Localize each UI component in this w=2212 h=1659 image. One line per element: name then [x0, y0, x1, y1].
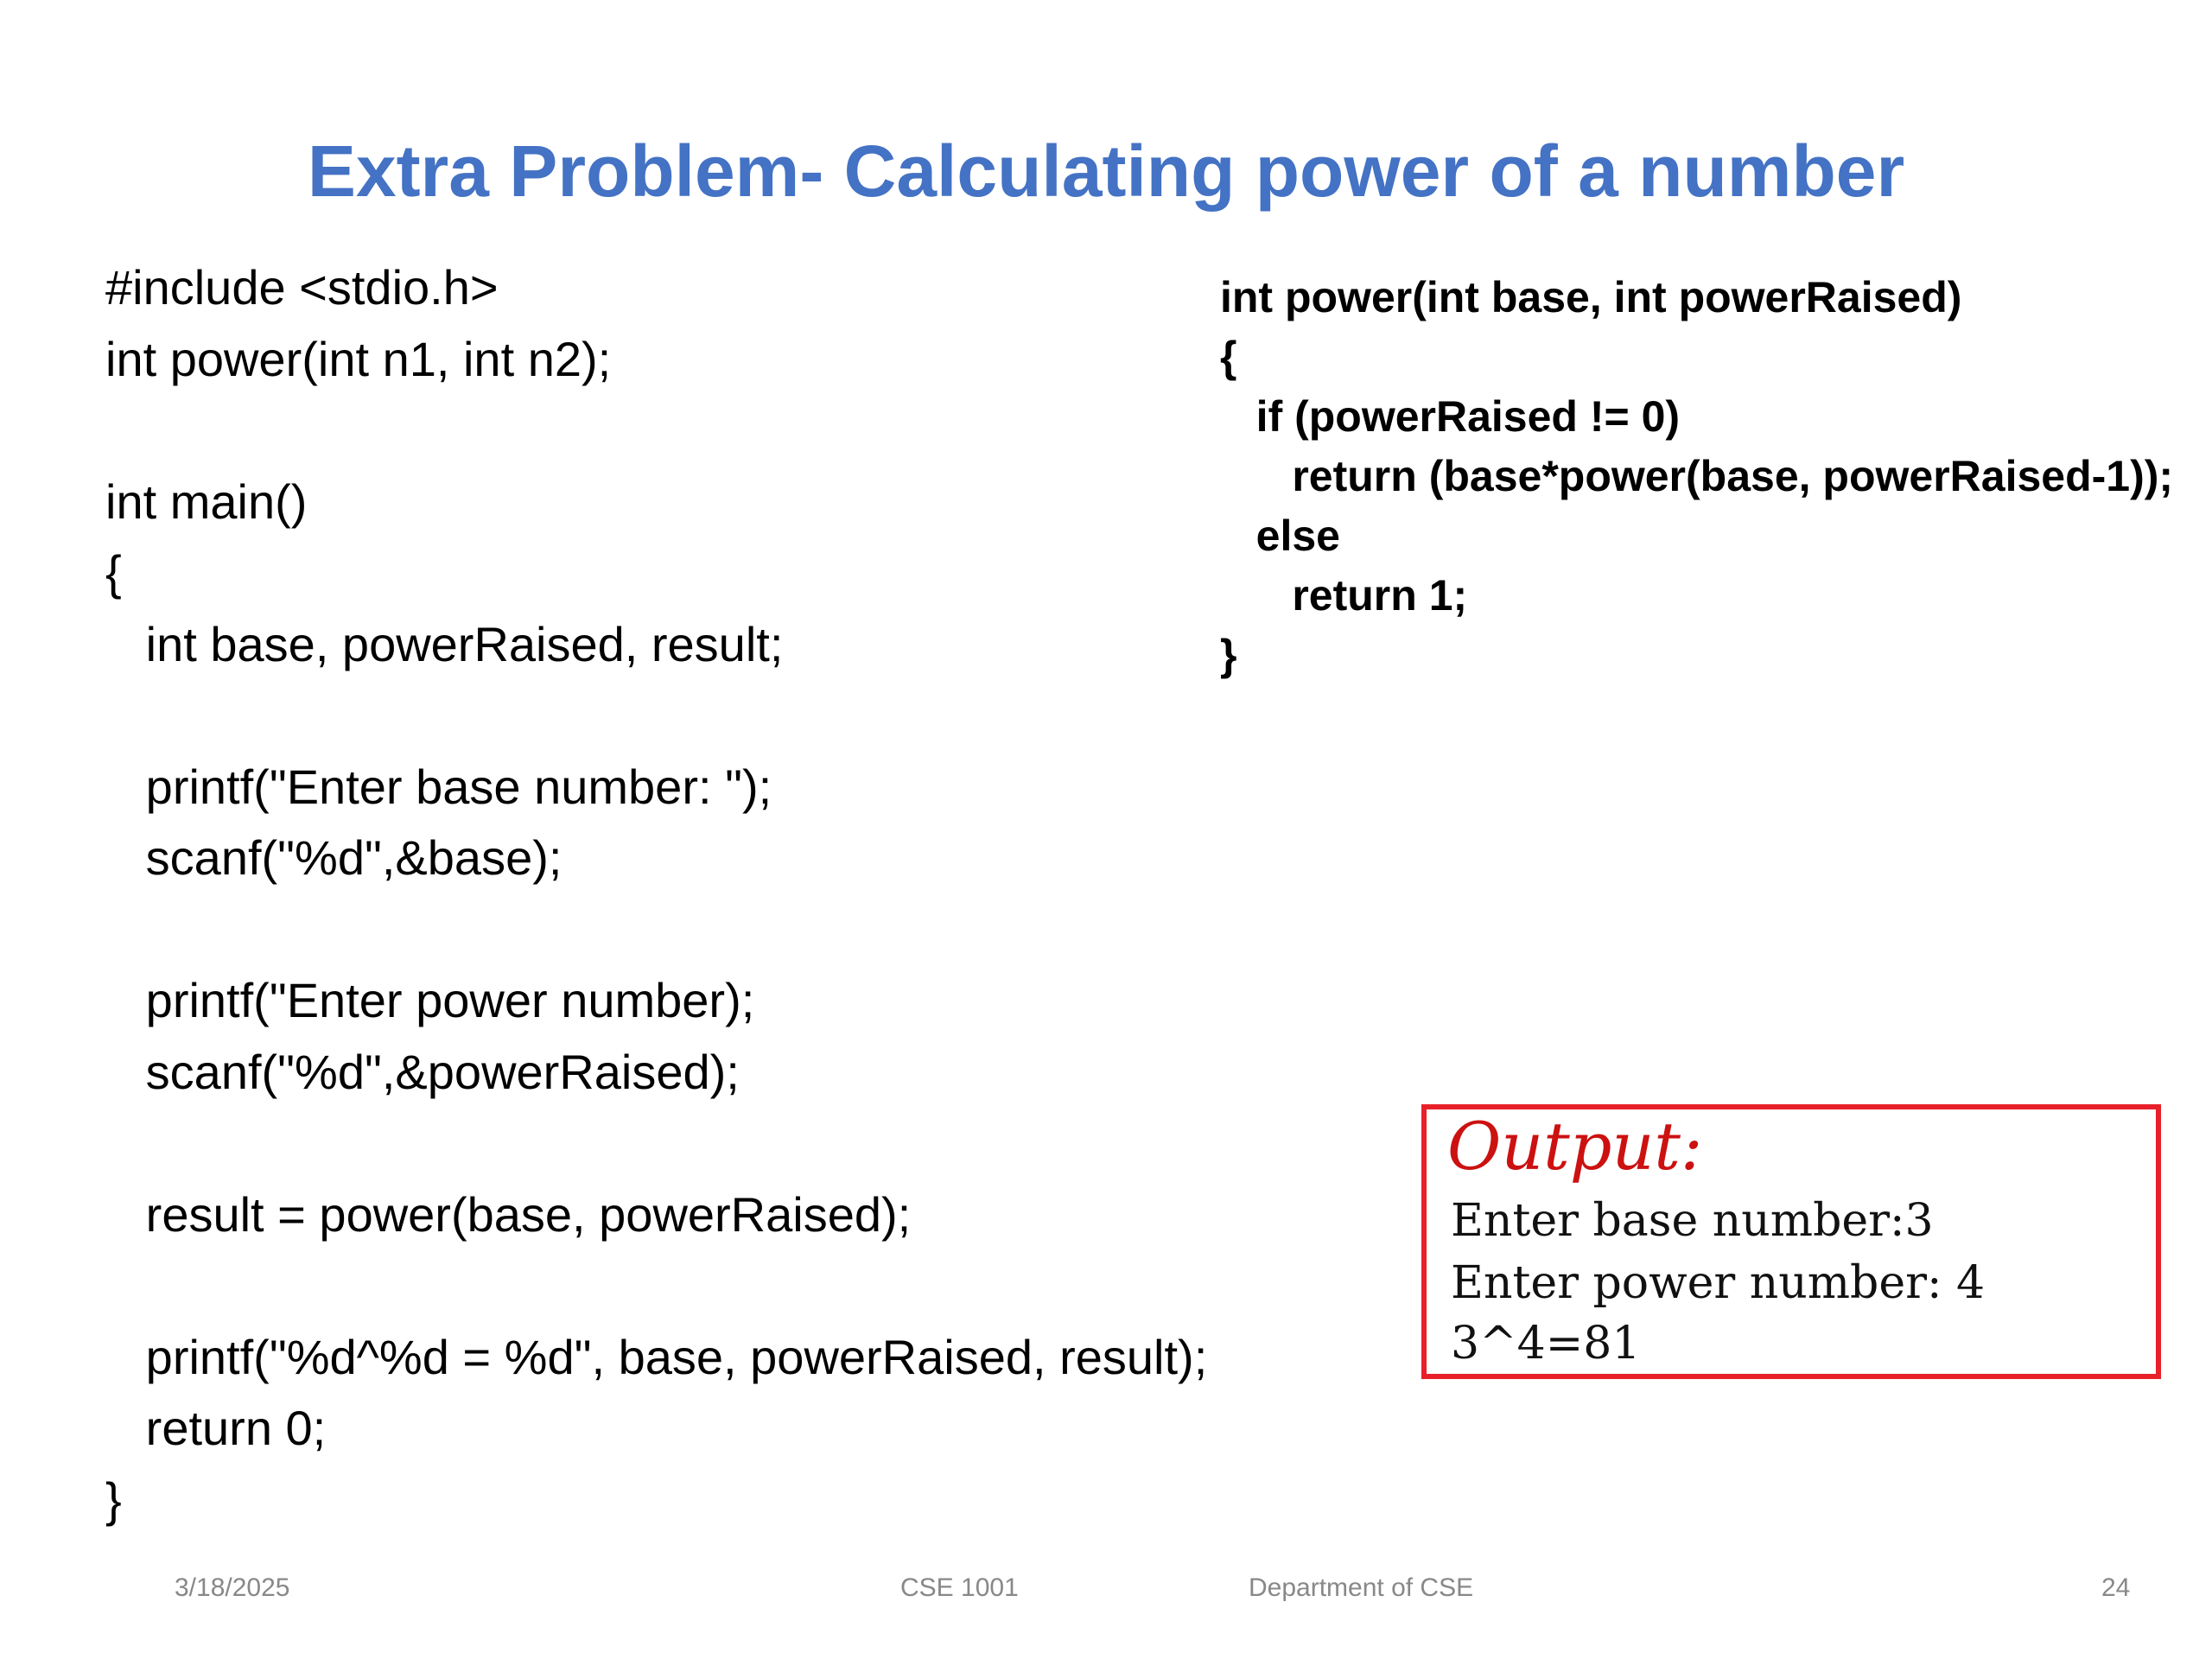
code-line: int power(int base, int powerRaised): [1220, 273, 1962, 321]
code-line: int power(int n1, int n2);: [105, 331, 612, 386]
code-line: printf("Enter power number);: [105, 973, 755, 1027]
output-line: Enter power number: 4: [1451, 1257, 1986, 1309]
main-code-block: [105, 252, 1207, 1535]
code-line: return 1;: [1220, 571, 1468, 620]
code-line: else: [1220, 512, 1340, 560]
code-line: [105, 894, 1207, 966]
code-line: scanf("%d",&base);: [105, 830, 563, 885]
footer-date: 3/18/2025: [175, 1573, 290, 1602]
code-line: }: [1220, 631, 1237, 679]
output-line: Enter base number:3: [1451, 1195, 1934, 1247]
code-line: [105, 1250, 1207, 1322]
code-line: return 0;: [105, 1401, 327, 1455]
code-line: int main(): [105, 474, 308, 529]
code-line: {: [105, 545, 122, 600]
footer-department: Department of CSE: [1249, 1573, 1474, 1602]
code-line: return (base*power(base, powerRaised-1));: [1220, 452, 2174, 500]
output-box: [1421, 1104, 2161, 1379]
output-line: 3^4=81: [1451, 1318, 1641, 1370]
code-line: scanf("%d",&powerRaised);: [105, 1044, 740, 1099]
code-line: [105, 680, 1207, 752]
footer-course: CSE 1001: [900, 1573, 1019, 1602]
output-title: Output:: [1447, 1108, 1703, 1185]
code-line: }: [105, 1471, 122, 1527]
code-line: int base, powerRaised, result;: [105, 616, 784, 671]
footer-page-number: 24: [2101, 1573, 2131, 1602]
code-line: [105, 395, 1207, 467]
code-line: result = power(base, powerRaised);: [105, 1186, 912, 1242]
function-code-block: [1220, 268, 2173, 685]
code-line: printf("%d^%d = %d", base, powerRaised, result);: [105, 1329, 1208, 1384]
code-line: if (powerRaised != 0): [1220, 392, 1681, 441]
code-line: {: [1220, 333, 1237, 381]
code-line: printf("Enter base number: ");: [105, 759, 772, 814]
code-line: #include <stdio.h>: [105, 260, 499, 315]
slide-title: Extra Problem- Calculating power of a number: [307, 130, 1905, 212]
code-line: [105, 1108, 1207, 1179]
